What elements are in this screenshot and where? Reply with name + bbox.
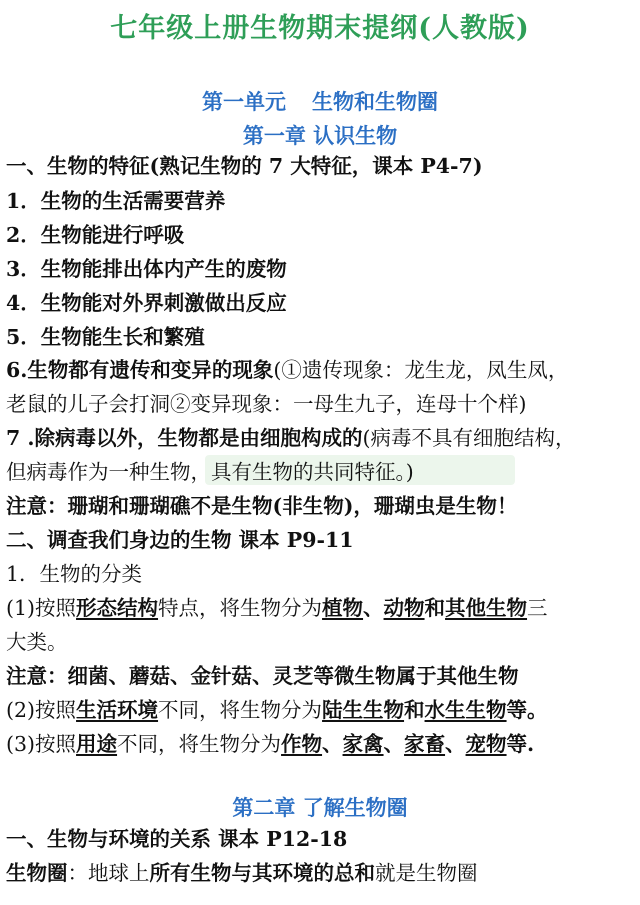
note-microbes: 注意：细菌、蘑菇、金针菇、灵芝等微生物属于其他生物: [6, 664, 519, 688]
text: 、: [322, 732, 343, 756]
keyword: 水生生物: [424, 698, 507, 722]
page-title: 七年级上册生物期末提纲(人教版): [110, 13, 530, 44]
classification-1-line-1: [6, 595, 638, 621]
keyword: 家畜: [404, 732, 446, 756]
text: 不同，将生物分为: [117, 732, 282, 756]
text: 所有生物与其环境的总和: [149, 861, 375, 885]
text: ：地球上: [67, 861, 150, 885]
chapter-2-heading: 第二章 了解生物圈: [232, 795, 408, 820]
text: 特点，将生物分为: [158, 596, 323, 620]
item-7-line-2: 但病毒作为一种生物，具有生物的共同特征。): [6, 460, 414, 484]
term: 生物圈: [6, 861, 68, 885]
keyword: 其他生物: [445, 596, 528, 620]
section-1-heading: 一、生物的特征(熟记生物的 7 大特征，课本 P4-7): [6, 154, 483, 178]
item-7-line-1: [6, 425, 638, 451]
keyword: 陆生生物: [322, 698, 405, 722]
text: 三: [527, 596, 548, 620]
text: 和: [424, 596, 446, 620]
keyword: 家禽: [342, 732, 384, 756]
text: 、: [445, 732, 466, 756]
keyword: 用途: [76, 732, 118, 756]
chapter-1-heading: 第一章 认识生物: [242, 123, 398, 148]
text: 和: [404, 698, 425, 722]
list-item: 5．生物能生长和繁殖: [6, 325, 205, 349]
item-6-line-2: 老鼠的儿子会打洞②变异现象：一母生九子，连母十个样): [6, 392, 527, 416]
biosphere-definition: [6, 860, 638, 886]
text: (1)按照: [6, 596, 77, 620]
list-item: 2．生物能进行呼吸: [6, 223, 185, 247]
keyword: 生活环境: [76, 698, 159, 722]
text: 等.: [506, 732, 535, 756]
keyword: 动物: [383, 596, 425, 620]
classification-heading: 1．生物的分类: [6, 562, 143, 586]
unit-name: 生物和生物圈: [312, 89, 438, 114]
note-coral: 注意：珊瑚和珊瑚礁不是生物(非生物)，珊瑚虫是生物！: [6, 494, 518, 518]
section-2-heading: 二、调查我们身边的生物 课本 P9-11: [6, 528, 354, 552]
text: 等。: [506, 698, 548, 722]
classification-2: [6, 697, 638, 723]
text: (2)按照: [6, 698, 77, 722]
classification-3: [6, 731, 638, 757]
keyword: 植物: [322, 596, 364, 620]
keyword: 作物: [281, 732, 323, 756]
list-item: 4．生物能对外界刺激做出反应: [6, 291, 287, 315]
keyword: 宠物: [465, 732, 507, 756]
list-item: 1．生物的生活需要营养: [6, 189, 226, 213]
unit-heading: [0, 86, 640, 116]
classification-1-line-2: 大类。: [6, 630, 68, 654]
text: (3)按照: [6, 732, 77, 756]
item-6-rest: (①遗传现象：龙生龙，凤生凤，: [273, 358, 569, 382]
text: 就是生物圈: [375, 861, 478, 885]
text: 、: [363, 596, 384, 620]
keyword: 形态结构: [76, 596, 159, 620]
text: 、: [383, 732, 405, 756]
item-6-bold: 6.生物都有遗传和变异的现象: [6, 358, 274, 382]
item-7-bold: 7 .除病毒以外，生物都是由细胞构成的: [6, 426, 363, 450]
unit-number: 第一单元: [202, 89, 286, 114]
text: 不同，将生物分为: [158, 698, 323, 722]
list-item: 3．生物能排出体内产生的废物: [6, 257, 287, 281]
item-6-line-1: [6, 357, 638, 383]
section-3-heading: 一、生物与环境的关系 课本 P12-18: [6, 827, 348, 851]
item-7-rest: (病毒不具有细胞结构，: [362, 426, 576, 450]
